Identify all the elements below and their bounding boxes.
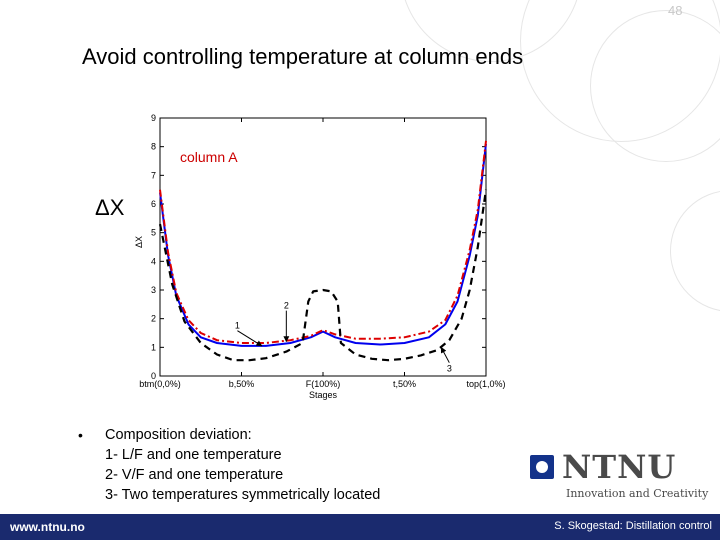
- y-tick-label: 2: [150, 313, 156, 324]
- y-tick-label: 4: [150, 256, 156, 267]
- chart-svg: [130, 110, 510, 405]
- y-tick-label: 6: [150, 199, 156, 209]
- x-tick-label: b,50%: [228, 379, 255, 389]
- bullet-line: 1- L/F and one temperature: [105, 447, 282, 463]
- x-tick-label: btm(0,0%): [139, 379, 181, 389]
- delta-x-label: ΔX: [95, 195, 125, 220]
- chart: [130, 110, 510, 405]
- annotation-label: 2: [283, 300, 289, 311]
- bullet-line: Composition deviation:: [105, 427, 252, 443]
- y-tick-label: 1: [150, 342, 156, 353]
- y-tick-label: 5: [150, 227, 156, 238]
- logo-mark-icon: [530, 455, 554, 479]
- y-tick-label: 7: [150, 170, 156, 181]
- y-tick-label: 3: [150, 285, 156, 295]
- x-axis-label: Stages: [308, 390, 338, 400]
- footer-credit: S. Skogestad: Distillation control: [554, 520, 712, 532]
- bullet-text: [105, 425, 380, 505]
- page-title: Avoid controlling temperature at column ends: [82, 44, 524, 69]
- bullet-line: 3- Two temperatures symmetrically located: [105, 487, 381, 503]
- x-tick-label: t,50%: [392, 379, 417, 389]
- x-tick-label: top(1,0%): [466, 379, 506, 389]
- annotation-label: 1: [234, 320, 240, 331]
- y-tick-label: 0: [150, 371, 156, 381]
- footer-url-link[interactable]: www.ntnu.no: [10, 520, 85, 534]
- chart-title: column A: [180, 149, 238, 165]
- footer-bar: [0, 514, 720, 540]
- logo-wordmark: NTNU: [562, 448, 677, 486]
- logo-tagline: Innovation and Creativity: [566, 487, 709, 500]
- y-tick-label: 8: [150, 141, 156, 152]
- y-tick-label: 9: [150, 113, 156, 123]
- y-axis-label: ΔX: [134, 235, 144, 249]
- page-number: 48: [668, 3, 683, 18]
- decorative-circle: [670, 190, 720, 312]
- bullet-line: 2- V/F and one temperature: [105, 467, 284, 483]
- ntnu-logo: [530, 448, 710, 504]
- x-tick-label: F(100%): [305, 379, 341, 389]
- bullet-marker: •: [78, 427, 83, 443]
- annotation-label: 3: [446, 363, 452, 374]
